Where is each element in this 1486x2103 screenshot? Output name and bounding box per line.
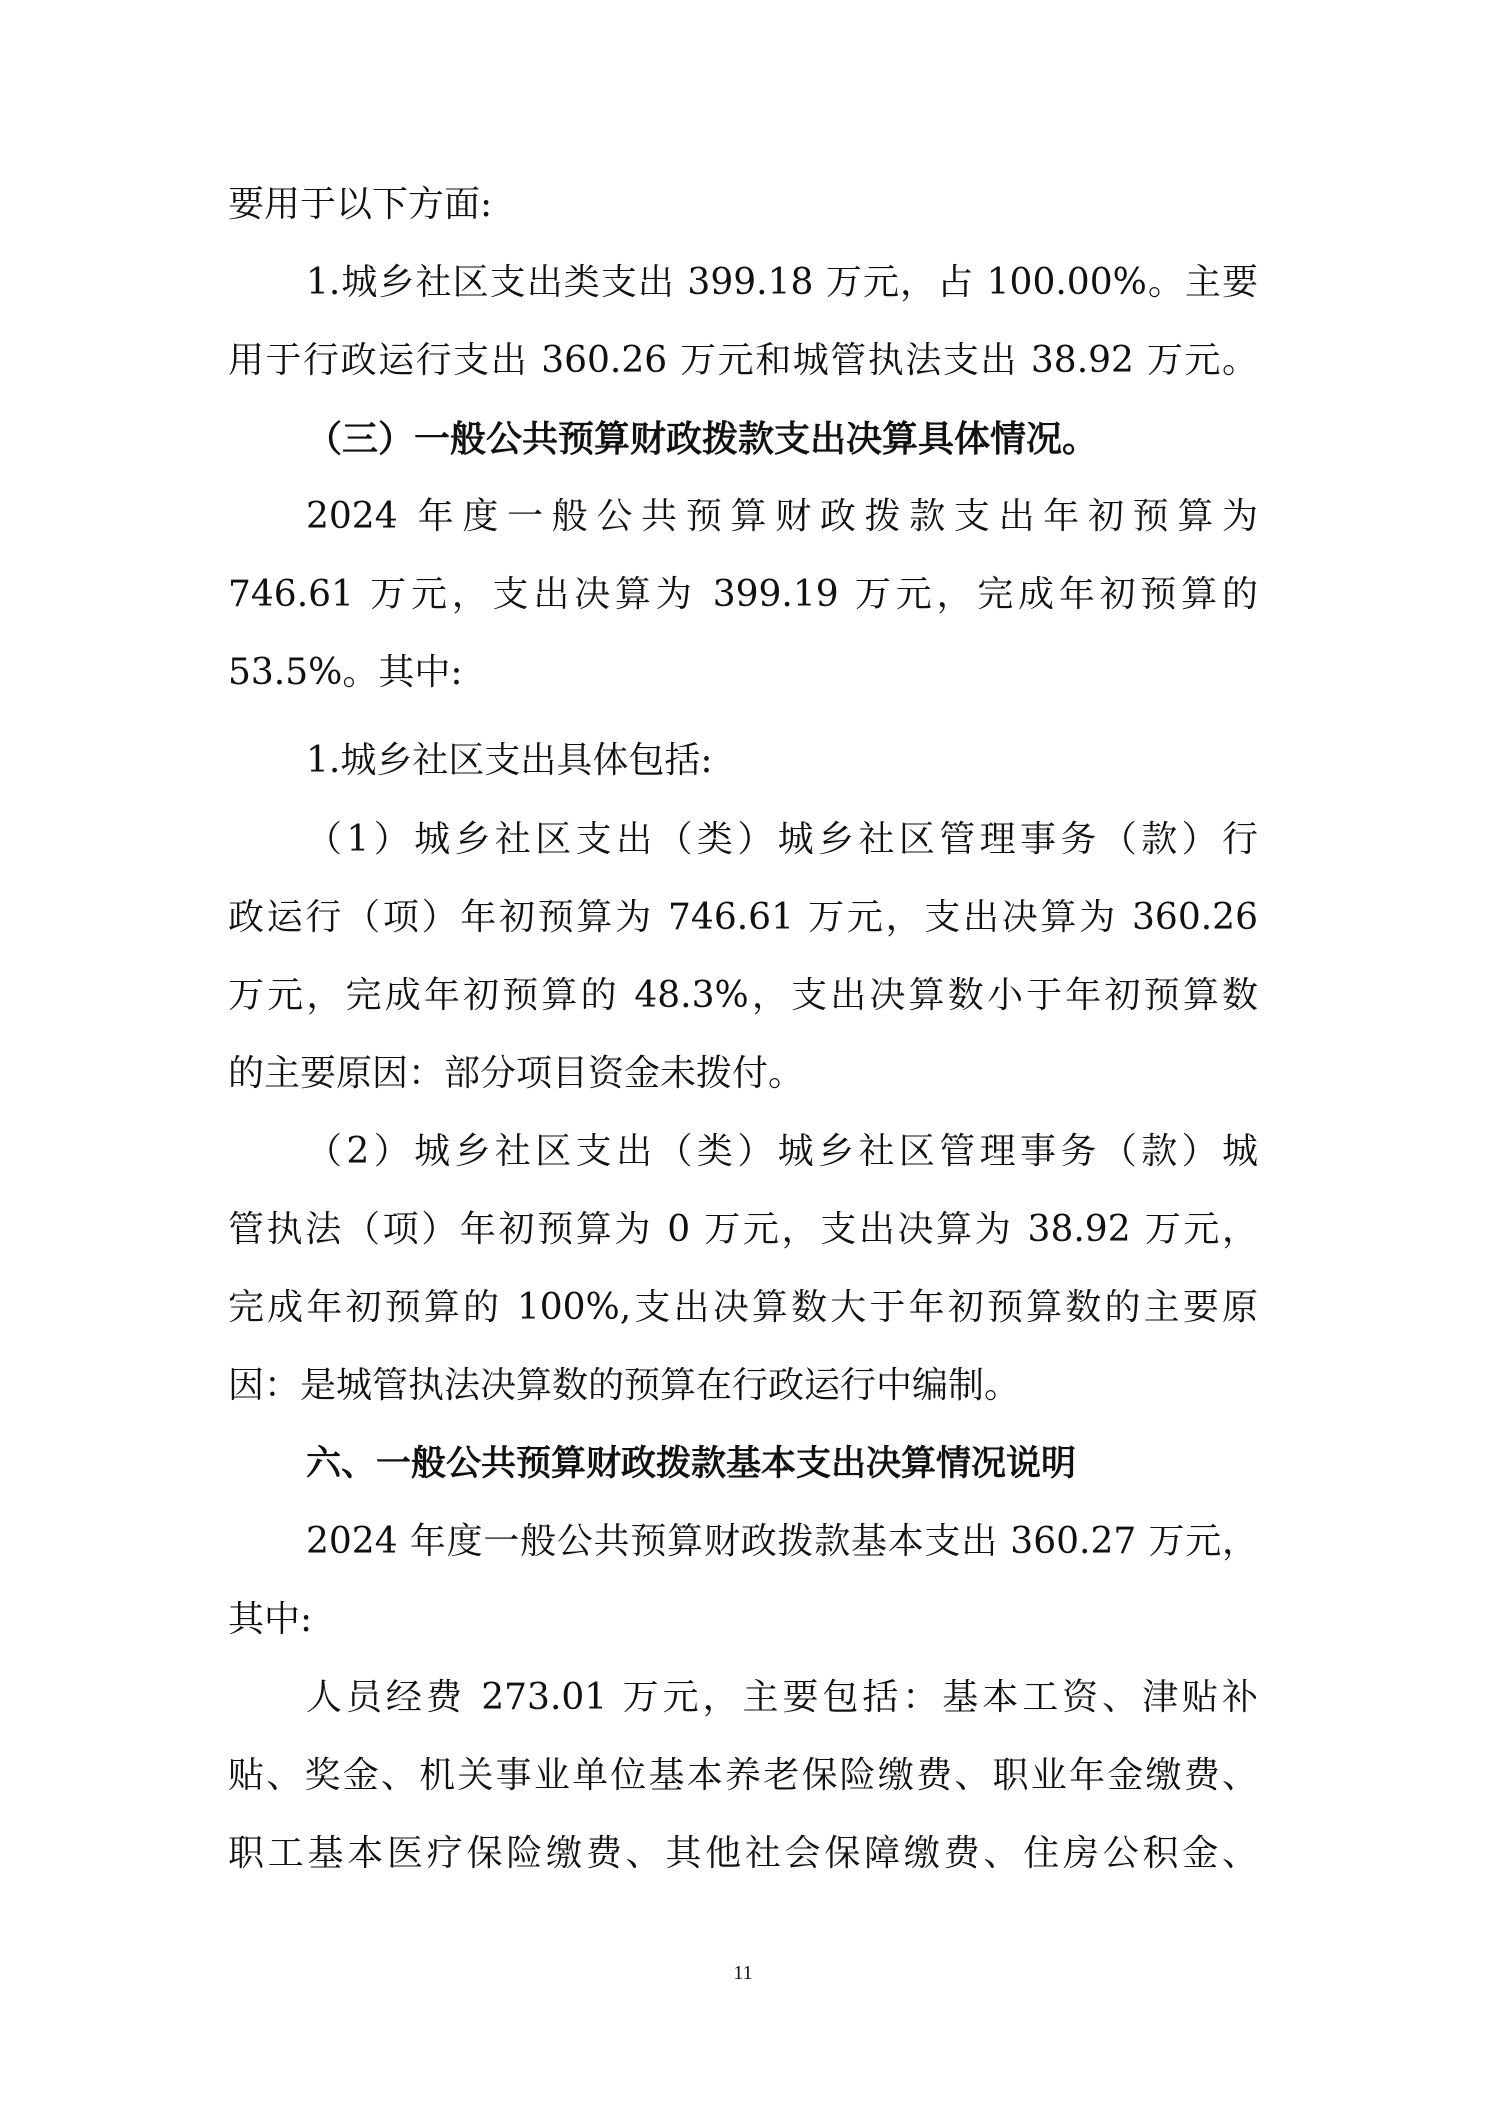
- text-line: 要用于以下方面:: [228, 184, 493, 225]
- text-line: 用于行政运行支出 360.26 万元和城管执法支出 38.92 万元。: [228, 340, 1258, 381]
- text-line: 2024 年度一般公共预算财政拨款支出年初预算为: [306, 496, 1258, 537]
- section-heading: （三）一般公共预算财政拨款支出决算具体情况。: [306, 418, 1099, 460]
- text-line: 其中:: [228, 1599, 313, 1640]
- text-line: 职工基本医疗保险缴费、其他社会保障缴费、住房公积金、: [228, 1833, 1258, 1874]
- text-line: 政运行（项）年初预算为 746.61 万元，支出决算为 360.26: [228, 897, 1258, 938]
- section-heading: 六、一般公共预算财政拨款基本支出决算情况说明: [306, 1444, 1077, 1484]
- text-line: 1.城乡社区支出类支出 399.18 万元，占 100.00%。主要: [306, 262, 1258, 303]
- text-line: 管执法（项）年初预算为 0 万元，支出决算为 38.92 万元，: [228, 1209, 1258, 1250]
- text-line: 1.城乡社区支出具体包括:: [306, 740, 713, 781]
- text-line: 万元，完成年初预算的 48.3%，支出决算数小于年初预算数: [228, 975, 1258, 1016]
- text-line: 2024 年度一般公共预算财政拨款基本支出 360.27 万元，: [306, 1521, 1258, 1562]
- page-number: 11: [733, 1962, 753, 1984]
- text-line: 人员经费 273.01 万元，主要包括：基本工资、津贴补: [306, 1677, 1258, 1718]
- text-line: 因：是城管执法决算数的预算在行政运行中编制。: [228, 1365, 1021, 1406]
- text-line: 53.5%。其中:: [228, 652, 463, 693]
- text-line: 完成年初预算的 100%,支出决算数大于年初预算数的主要原: [228, 1287, 1258, 1328]
- text-line: 的主要原因：部分项目资金未拨付。: [228, 1053, 805, 1094]
- text-line: 贴、奖金、机关事业单位基本养老保险缴费、职业年金缴费、: [228, 1755, 1258, 1796]
- text-line: 746.61 万元，支出决算为 399.19 万元，完成年初预算的: [228, 574, 1258, 615]
- text-line: （1）城乡社区支出（类）城乡社区管理事务（款）行: [306, 819, 1258, 860]
- text-line: （2）城乡社区支出（类）城乡社区管理事务（款）城: [306, 1131, 1258, 1172]
